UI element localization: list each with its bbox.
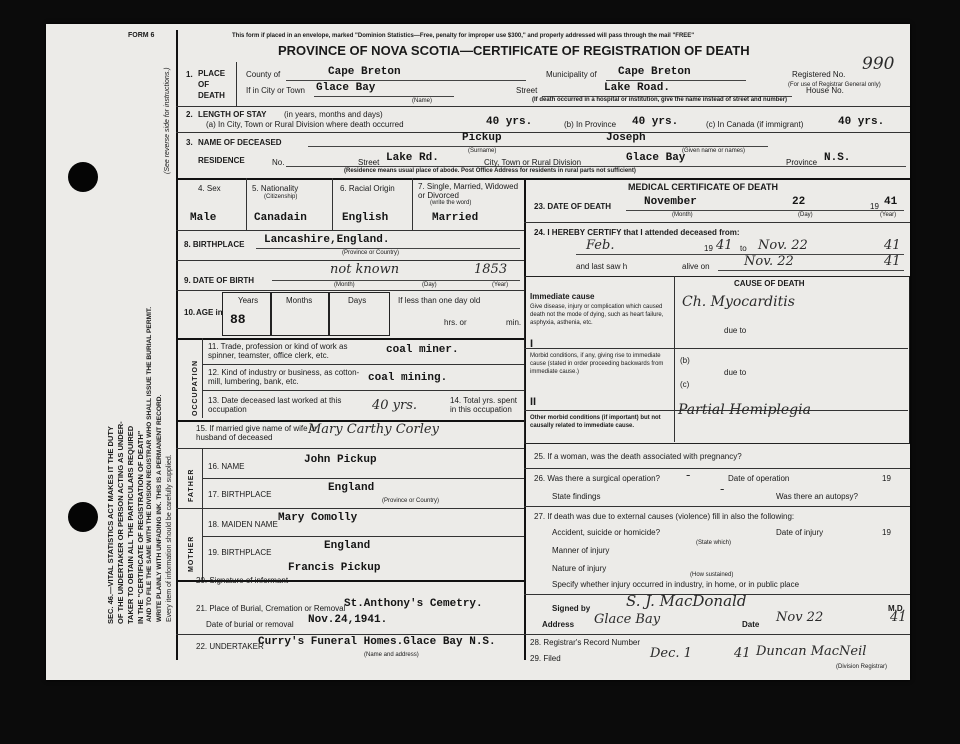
certify-yr2: 41 [884,238,901,253]
item-number: 1. [186,70,193,79]
due-to-label-2: due to [724,368,747,377]
name-caption: (Name) [412,98,433,104]
divider [202,448,203,580]
side-text-3: TAKER TO OBTAIN ALL THE PARTICULARS REQUIRED [126,425,135,624]
occupation-a11: coal miner. [386,344,459,356]
occupation-q13: 13. Date deceased last worked at this occupation [208,396,342,414]
stay-c-label: (c) In Canada (if immigrant) [706,120,804,129]
row-divider [202,390,524,391]
operation-date-label: Date of operation [728,474,790,483]
q29-label: 29. Filed [530,654,561,663]
signed-by-label: Signed by [552,604,591,613]
year-prefix: 19 [882,528,891,537]
immediate-label: Immediate cause [530,292,595,301]
row-divider [202,364,524,365]
nationality-label: 5. Nationality [252,184,299,193]
see-reverse: (See reverse side for instructions.) [164,67,171,174]
death-month-value: November [644,196,697,208]
stay-b-label: (b) In Province [564,120,617,129]
racial-origin-label: 6. Racial Origin [340,184,395,193]
row-divider [524,468,910,469]
hospital-caption: (If death occurred in a hospital or institution, give the name instead of street and number) [532,97,788,103]
autopsy-label: Was there an autopsy? [776,492,858,501]
certify-to-value: Nov. 22 [758,238,808,253]
occupation-a13: 40 yrs. [372,398,418,413]
address-label: Address [542,620,575,629]
registrar-signature: Duncan MacNeil [756,644,867,659]
residence-caption: (Residence means usual place of abode. Post Office Address for residents in rural parts not sufficient) [344,168,636,174]
registered-label: Registered No. [792,70,846,79]
row-divider [202,536,524,537]
row-divider [176,508,524,509]
street-value: Lake Road. [604,82,671,94]
month-caption: (Month) [334,282,355,288]
min-label: min. [506,318,522,327]
stay-a-label: (a) In City, Town or Rural Division where death occurred [206,120,404,129]
signed-date-label: Date [742,620,760,629]
side-text-2: OF THE UNDERTAKER OR PERSON ACTING AS UNDER- [116,421,125,624]
spouse-value: Mary Carthy Corley [308,422,439,437]
injury-date-label: Date of injury [776,528,824,537]
occupation-q11: 11. Trade, profession or kind of work as spinner, teamster, office clerk, etc. [208,342,348,360]
specify-label: Specify whether injury occurred in industry, in home, or in public place [552,580,800,589]
rule [576,254,904,255]
rule [314,96,454,97]
immediate-desc: Give disease, injury or complication which caused death not the mode of dying, such as heart failure, asphyxia, asthenia, etc. [530,304,664,326]
residence-province-label: Province [786,158,818,167]
occupation-a12: coal mining. [368,372,448,384]
last-saw-year: 41 [884,254,901,269]
county-label: County of [246,70,281,79]
spouse-label: 15. If married give name of wife or husband of deceased [196,424,317,442]
city-label: If in City or Town [246,86,305,95]
death-year-value: 41 [884,196,898,208]
marital-caption: (write the word) [430,200,472,206]
divider [674,276,675,442]
death-certificate [46,24,910,680]
divider [246,178,247,230]
stay-a-value: 40 yrs. [486,116,533,128]
findings-value: - [720,482,725,497]
registrar-use-caption: (For use of Registrar General only) [788,82,881,88]
how-caption: (How sustained) [690,572,734,578]
item-number: 10. [184,308,196,317]
rule [286,166,906,167]
due-to-label: due to [724,326,747,335]
q27-label: 27. If death was due to external causes (violence) fill in also the following: [534,512,795,521]
alive-on-label: alive on [682,262,710,271]
day-caption: (Day) [422,282,437,288]
house-label: House No. [806,86,844,95]
sex-label: 4. Sex [198,184,221,193]
city-value: Glace Bay [316,82,376,94]
occupation-side-label: OCCUPATION [192,359,199,416]
divider [236,62,237,106]
divider [332,178,333,230]
birthplace-value: Lancashire,England. [264,234,390,246]
rule [626,210,904,211]
length-of-stay-sub: (in years, months and days) [284,110,383,119]
undertaker-label: 22. UNDERTAKER [196,642,264,651]
stay-c-value: 40 yrs. [838,116,885,128]
street-label: Street [516,86,538,95]
q25-label: 25. If a woman, was the death associated with pregnancy? [534,452,742,461]
rule [606,80,746,81]
year-prefix: 19 [870,202,879,211]
registered-no: 990 [862,54,895,74]
dob-year-value: 1853 [474,262,508,277]
municipality-value: Cape Breton [618,66,691,78]
item-number: 3. [186,138,193,147]
side-text-6: WRITE PLAINLY WITH UNFADING INK. THIS IS A PERMANENT RECORD. [156,394,163,622]
burial-date-label: Date of burial or removal [206,620,294,629]
date-of-death-label: 23. DATE OF DEATH [534,202,612,211]
row-divider [524,222,910,223]
row-divider [176,106,910,107]
surname-caption: (Surname) [468,148,497,154]
to-label: to [740,244,747,253]
year-caption: (Year) [492,282,509,288]
month-caption: (Month) [672,212,693,218]
certify-label: 24. I HEREBY CERTIFY that I attended deceased from: [534,228,740,237]
age-years-value: 88 [230,312,246,327]
q28-label: 28. Registrar's Record Number [530,638,641,647]
cause-heading: CAUSE OF DEATH [734,279,805,288]
surname-value: Pickup [462,132,502,144]
row-divider [524,348,908,349]
dob-month-value: not known [330,262,400,277]
racial-value: English [342,212,389,224]
nature-label: Nature of injury [552,564,607,573]
punch-hole-top [68,162,98,192]
roman-one: I [530,338,534,350]
day-caption: (Day) [798,212,813,218]
section-divider [176,178,910,180]
sex-value: Male [190,212,217,224]
signed-year: 41 [890,610,907,625]
form-number: FORM 6 [128,32,155,39]
row-divider [176,290,524,291]
manner-label: Manner of injury [552,546,610,555]
year-prefix: 19 [882,474,891,483]
item-number: 2. [186,110,193,119]
c-label: (c) [680,380,690,389]
father-birthplace-value: England [328,482,375,494]
burial-place-value: St.Anthony's Cemetry. [344,598,483,610]
birthplace-caption: (Province or Country) [342,250,400,256]
residence-province-value: N.S. [824,152,851,164]
certify-from-value: Feb. [586,238,615,253]
mother-name-label: 18. MAIDEN NAME [208,520,278,529]
place-of-death-label: PLACE OF DEATH [198,69,226,100]
dob-label: 9. DATE OF BIRTH [184,276,255,285]
other-morbid-value: Partial Hemiplegia [678,402,811,418]
county-value: Cape Breton [328,66,401,78]
accident-label: Accident, suicide or homicide? [552,528,661,537]
less-than-day-label: If less than one day old [398,296,481,305]
other-morbid-label: Other morbid conditions (if important) but not causally related to immediate cause. [530,415,661,429]
rule [272,280,520,281]
residence-street-value: Lake Rd. [386,152,439,164]
birthplace-label: 8. BIRTHPLACE [184,240,245,249]
days-label: Days [348,296,367,305]
age-label: AGE in [196,308,223,317]
father-name-value: John Pickup [304,454,377,466]
informant-name-value: Francis Pickup [288,562,381,574]
burial-date-value: Nov.24,1941. [308,614,388,626]
father-birthplace-caption: (Province or Country) [382,498,440,504]
residence-no-label: No. [272,158,285,167]
doctor-address: Glace Bay [594,612,661,627]
row-divider [524,506,910,507]
father-side-label: FATHER [188,468,195,502]
rule [308,146,768,147]
residence-division-value: Glace Bay [626,152,686,164]
filed-year: 41 [734,646,751,661]
burial-place-label: 21. Place of Burial, Cremation or Removal [196,604,346,613]
residence-label: RESIDENCE [198,156,245,165]
informant-label: 20. Signature of informant [196,576,289,585]
municipality-label: Municipality of [546,70,597,79]
row-divider [524,634,910,635]
signature: S. J. MacDonald [626,592,747,610]
occupation-q14: 14. Total yrs. spent in this occupation [450,396,517,414]
signed-date-value: Nov 22 [776,610,824,625]
last-saw-value: Nov. 22 [744,254,794,269]
page-title: PROVINCE OF NOVA SCOTIA—CERTIFICATE OF REGISTRATION OF DEATH [278,43,750,58]
row-divider [176,260,524,261]
father-name-label: 16. NAME [208,462,245,471]
immediate-cause-value: Ch. Myocarditis [682,294,795,310]
roman-two: II [530,396,537,408]
hrs-label: hrs. or [444,318,467,327]
length-of-stay-label: LENGTH OF STAY [198,110,267,119]
rule [256,248,520,249]
mother-birthplace-value: England [324,540,371,552]
divider [412,178,413,230]
row-divider [202,478,524,479]
side-text-7: Every item of information should be carefully supplied. [166,454,173,622]
morbid-label: Morbid conditions, if any, giving rise to immediate cause (stated in order proceeding backwards from immediate cause.) [530,353,664,375]
mother-birthplace-label: 19. BIRTHPLACE [208,548,272,557]
section-divider [176,338,524,340]
row-divider [176,634,524,635]
mother-side-label: MOTHER [188,535,195,572]
marital-value: Married [432,212,479,224]
certify-yr1: 41 [716,238,733,253]
death-day-value: 22 [792,196,806,208]
b-label: (b) [680,356,690,365]
side-text-4: IN THE "CERTIFICATE OF REGISTRATION OF DEATH" [136,430,145,624]
months-label: Months [286,296,313,305]
marital-label: 7. Single, Married, Widowed or Divorced [418,182,519,200]
row-divider [176,230,524,231]
father-birthplace-label: 17. BIRTHPLACE [208,490,272,499]
state-findings-label: State findings [552,492,601,501]
residence-division-label: City, Town or Rural Division [484,158,582,167]
divider [202,338,203,418]
last-saw-label: and last saw h [576,262,628,271]
nationality-value: Canadain [254,212,307,224]
stay-b-value: 40 yrs. [632,116,679,128]
years-label: Years [238,296,259,305]
q26-value: - [686,468,691,483]
md-label: M.D. [888,604,905,613]
filed-date: Dec. 1 [650,646,692,661]
rule [718,270,904,271]
medical-heading: MEDICAL CERTIFICATE OF DEATH [628,182,778,192]
residence-street-label: Street [358,158,380,167]
given-name-caption: (Given name or names) [682,148,746,154]
year-prefix: 19 [704,244,713,253]
row-divider [176,132,910,133]
side-text-5: AND TO FILE THE SAME WITH THE DIVISION REGISTRAR WHO SHALL ISSUE THE BURIAL PERMIT. [146,306,153,622]
occupation-q12: 12. Kind of industry or business, as cotton-mill, lumbering, bank, etc. [208,368,360,386]
registrar-caption: (Division Registrar) [836,664,888,670]
state-which-caption: (State which) [696,540,732,546]
undertaker-value: Curry's Funeral Homes.Glace Bay N.S. [258,636,496,648]
given-name-value: Joseph [606,132,646,144]
top-notice: This form if placed in an envelope, marked "Dominion Statistics—Free, penalty for improper use $300," and properly addressed will pass through the mail "FREE" [232,33,695,39]
undertaker-caption: (Name and address) [364,652,419,658]
form-left-border [176,30,178,660]
year-caption: (Year) [880,212,897,218]
rule [286,80,526,81]
side-text-1: SEC. 46.—VITAL STATISTICS ACT MAKES IT THE DUTY [106,426,115,624]
mother-name-value: Mary Comolly [278,512,358,524]
punch-hole-bottom [68,502,98,532]
q26-label: 26. Was there a surgical operation? [534,474,660,483]
row-divider [176,448,524,449]
name-of-deceased-label: NAME OF DECEASED [198,138,282,147]
citizenship-caption: (Citizenship) [264,194,298,200]
